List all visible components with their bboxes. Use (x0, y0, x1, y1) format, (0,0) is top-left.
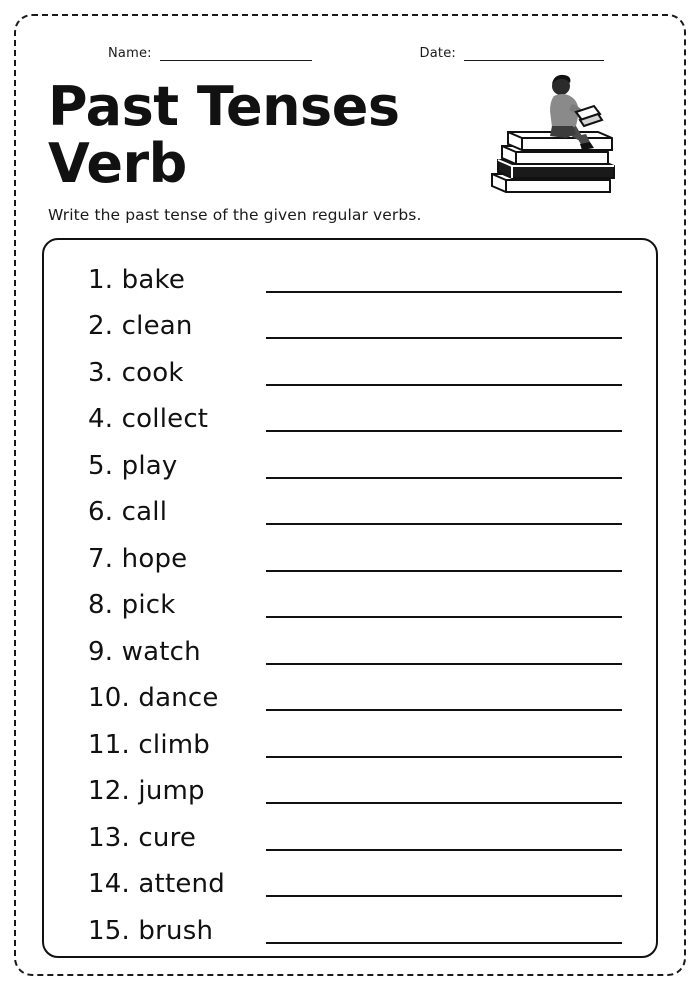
item-prompt-13 (66, 823, 266, 853)
item-number-10: 10. (88, 683, 139, 714)
item-number-13: 13. (88, 822, 139, 853)
instructions-text: Write the past tense of the given regular verbs. (48, 206, 422, 225)
item-prompt-5 (66, 451, 266, 481)
list-item (66, 721, 634, 768)
list-item (66, 303, 634, 350)
title-block (48, 75, 658, 225)
item-prompt-11 (66, 730, 266, 760)
answer-line-10[interactable] (266, 709, 622, 711)
answer-line-4[interactable] (266, 430, 622, 432)
answer-line-8[interactable] (266, 616, 622, 618)
answer-line-13[interactable] (266, 849, 622, 851)
item-number-14: 14. (88, 869, 139, 900)
item-word-7: hope (121, 543, 188, 574)
item-word-10: dance (138, 683, 219, 714)
item-prompt-7 (66, 544, 266, 574)
item-word-8: pick (121, 590, 176, 621)
answer-line-2[interactable] (266, 337, 622, 339)
worksheet-content (42, 32, 658, 962)
item-prompt-12 (66, 776, 266, 806)
answer-line-9[interactable] (266, 663, 622, 665)
item-number-15: 15. (88, 915, 139, 946)
item-number-8: 8. (88, 590, 122, 621)
item-number-5: 5. (88, 450, 122, 481)
answer-line-15[interactable] (266, 942, 622, 944)
answer-line-1[interactable] (266, 291, 622, 293)
item-word-11: climb (138, 729, 210, 760)
item-prompt-4 (66, 404, 266, 434)
item-prompt-3 (66, 358, 266, 388)
list-item (66, 907, 634, 954)
answer-line-14[interactable] (266, 895, 622, 897)
list-item (66, 628, 634, 675)
list-item (66, 396, 634, 443)
list-item (66, 349, 634, 396)
item-prompt-9 (66, 637, 266, 667)
item-prompt-8 (66, 590, 266, 620)
item-number-4: 4. (88, 404, 122, 435)
list-item (66, 489, 634, 536)
item-word-12: jump (138, 776, 205, 807)
name-label: Name: (108, 46, 152, 61)
item-word-1: bake (121, 264, 186, 295)
list-item (66, 256, 634, 303)
item-prompt-6 (66, 497, 266, 527)
item-number-6: 6. (88, 497, 122, 528)
answer-line-11[interactable] (266, 756, 622, 758)
list-item (66, 675, 634, 722)
item-word-2: clean (121, 311, 193, 342)
item-word-6: call (121, 497, 168, 528)
item-number-2: 2. (88, 311, 122, 342)
item-number-12: 12. (88, 776, 139, 807)
item-prompt-1 (66, 265, 266, 295)
name-write-line[interactable] (160, 48, 312, 61)
item-word-14: attend (138, 869, 225, 900)
item-number-1: 1. (88, 264, 122, 295)
date-field[interactable] (420, 46, 604, 61)
item-number-7: 7. (88, 543, 122, 574)
item-prompt-14 (66, 869, 266, 899)
answer-line-7[interactable] (266, 570, 622, 572)
answer-line-12[interactable] (266, 802, 622, 804)
item-prompt-15 (66, 916, 266, 946)
item-word-5: play (121, 450, 178, 481)
name-field[interactable] (108, 46, 312, 61)
date-write-line[interactable] (464, 48, 604, 61)
item-prompt-10 (66, 683, 266, 713)
list-item (66, 768, 634, 815)
list-item (66, 535, 634, 582)
answer-line-5[interactable] (266, 477, 622, 479)
student-info-row (42, 32, 658, 61)
list-item (66, 814, 634, 861)
item-word-3: cook (121, 357, 184, 388)
item-word-9: watch (121, 636, 201, 667)
page-title: Past Tenses Verb (48, 75, 400, 195)
item-word-13: cure (138, 822, 197, 853)
answer-line-6[interactable] (266, 523, 622, 525)
item-word-15: brush (138, 915, 214, 946)
item-number-9: 9. (88, 636, 122, 667)
list-item (66, 582, 634, 629)
item-number-11: 11. (88, 729, 139, 760)
date-label: Date: (419, 46, 456, 61)
item-prompt-2 (66, 311, 266, 341)
answer-line-3[interactable] (266, 384, 622, 386)
exercise-list-card (42, 238, 658, 958)
list-item (66, 442, 634, 489)
item-number-3: 3. (88, 357, 122, 388)
list-item (66, 861, 634, 908)
item-word-4: collect (121, 404, 209, 435)
